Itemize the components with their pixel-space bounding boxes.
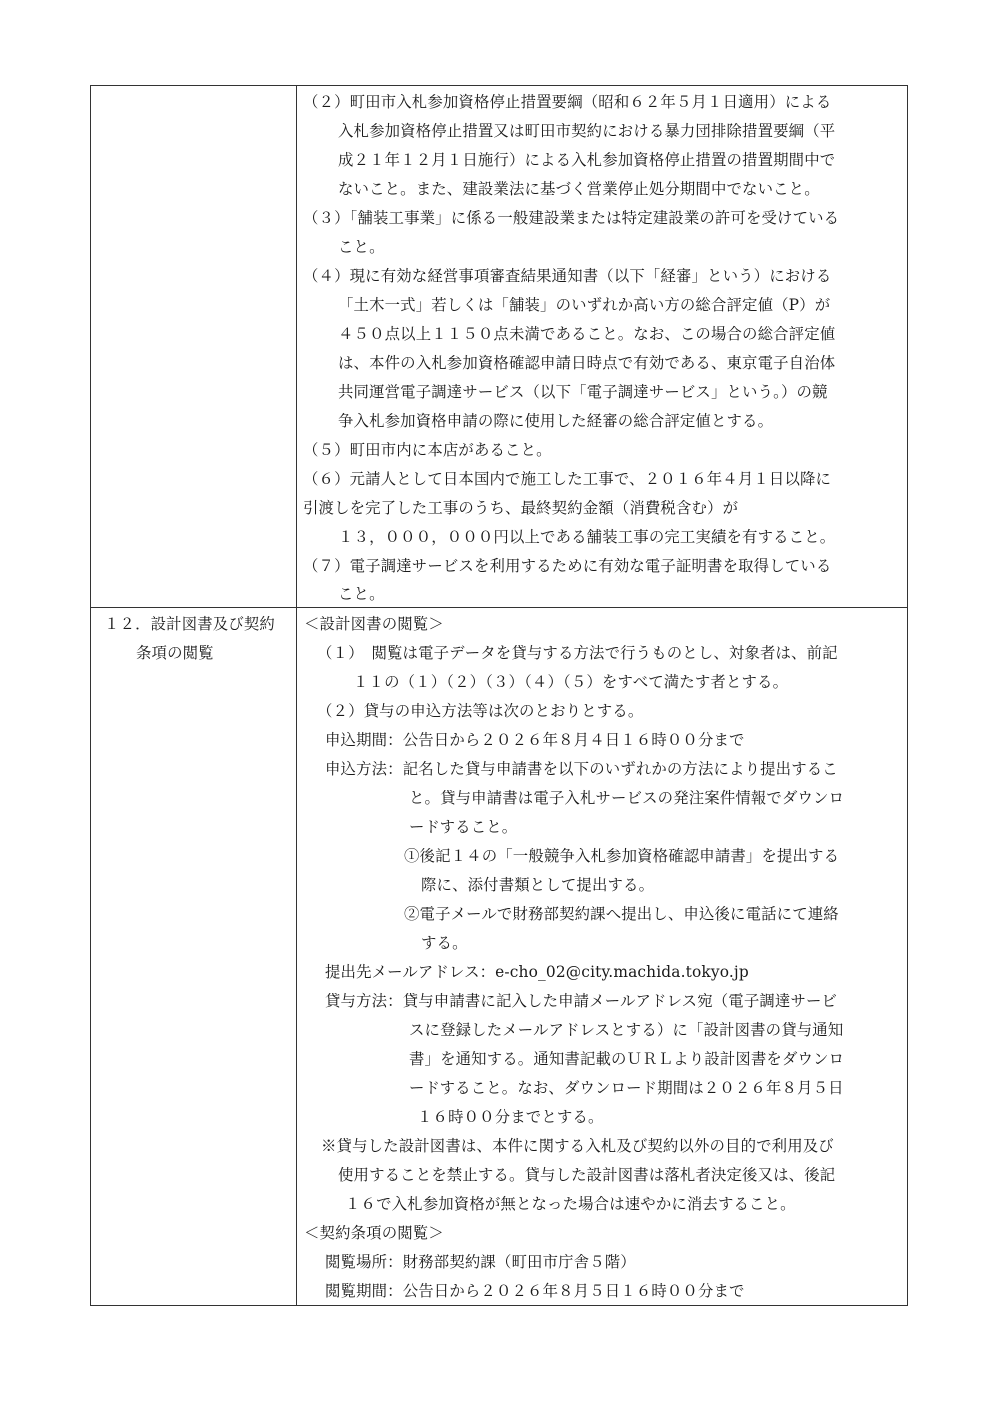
row2-line-16: 書」を通知する。通知書記載のＵＲＬより設計図書をダウンロ [409, 1050, 845, 1068]
row1-line-9: ４５０点以上１１５０点未満であること。なお、この場合の総合評定値 [338, 325, 836, 343]
row2-line-10: 際に、添付書類として提出する。 [421, 876, 655, 894]
row2-line-13: 提出先メールアドレス：e-cho_02@city.machida.tokyo.jp [325, 963, 749, 981]
row1-line-16: １３，０００，０００円以上である舗装工事の完工実績を有すること。 [338, 528, 836, 546]
row1-line-10: は、本件の入札参加資格確認申請日時点で有効である、東京電子自治体 [338, 354, 836, 372]
row2-line-23: 閲覧場所：財務部契約課（町田市庁舎５階） [325, 1253, 636, 1271]
row1-line-12: 争入札参加資格申請の際に使用した経審の総合評定値とする。 [338, 412, 774, 430]
row1-line-13: （５）町田市内に本店があること。 [303, 441, 552, 459]
row1-line-1: （２）町田市入札参加資格停止措置要綱（昭和６２年５月１日適用）による [303, 93, 832, 111]
row1-line-18: こと。 [338, 585, 385, 603]
row2-line-8: ードすること。 [409, 818, 518, 836]
row2-label-line-1: １２．設計図書及び契約 [104, 615, 275, 633]
row1-line-15: 引渡しを完了した工事のうち、最終契約金額（消費税含む）が [303, 499, 739, 517]
row1-line-11: 共同運営電子調達サービス（以下「電子調達サービス」という。）の競 [338, 383, 828, 401]
row1-line-2: 入札参加資格停止措置又は町田市契約における暴力団排除措置要綱（平 [338, 122, 836, 140]
row2-line-6: 申込方法：記名した貸与申請書を以下のいずれかの方法により提出するこ [325, 760, 838, 778]
row1-line-14: （６）元請人として日本国内で施工した工事で、２０１６年４月１日以降に [303, 470, 832, 488]
row2-line-17: ードすること。なお、ダウンロード期間は２０２６年８月５日 [409, 1079, 844, 1097]
row1-line-7: （４）現に有効な経営事項審査結果通知書（以下「経審」という）における [303, 267, 832, 285]
row2-line-18: １６時００分までとする。 [417, 1108, 604, 1126]
row2-line-9: ①後記１４の「一般競争入札参加資格確認申請書」を提出する [404, 847, 840, 865]
row2-line-11: ②電子メールで財務部契約課へ提出し、申込後に電話にて連絡 [404, 905, 839, 923]
row2-line-15: スに登録したメールアドレスとする）に「設計図書の貸与通知 [409, 1021, 844, 1039]
row2-line-14: 貸与方法：貸与申請書に記入した申請メールアドレス宛（電子調達サービ [325, 992, 838, 1010]
row2-label-line-2: 条項の閲覧 [136, 644, 214, 662]
row1-line-17: （７）電子調達サービスを利用するために有効な電子証明書を取得している [303, 557, 832, 575]
row2-line-2: （１） 閲覧は電子データを貸与する方法で行うものとし、対象者は、前記 [317, 644, 838, 662]
row2-line-19: ※貸与した設計図書は、本件に関する入札及び契約以外の目的で利用及び [321, 1137, 834, 1155]
row2-line-22: ＜契約条項の閲覧＞ [304, 1224, 444, 1242]
row1-line-4: ないこと。また、建設業法に基づく営業停止処分期間中でないこと。 [338, 180, 820, 198]
row1-line-6: こと。 [338, 238, 385, 256]
row2-line-21: １６で入札参加資格が無となった場合は速やかに消去すること。 [345, 1195, 796, 1213]
row-divider [91, 607, 907, 608]
row1-line-8: 「土木一式」若しくは「舗装」のいずれか高い方の総合評定値（P）が [338, 296, 831, 314]
row2-line-5: 申込期間：公告日から２０２６年８月４日１６時００分まで [325, 731, 745, 749]
row2-line-3: １１の（１）（２）（３）（４）（５）をすべて満たす者とする。 [353, 673, 789, 691]
row2-line-7: と。貸与申請書は電子入札サービスの発注案件情報でダウンロ [409, 789, 845, 807]
row2-line-4: （２）貸与の申込方法等は次のとおりとする。 [317, 702, 644, 720]
row2-line-12: する。 [421, 934, 468, 952]
row2-line-24: 閲覧期間：公告日から２０２６年８月５日１６時００分まで [325, 1282, 745, 1300]
column-divider [296, 86, 297, 1305]
row2-line-1: ＜設計図書の閲覧＞ [304, 615, 444, 633]
row1-line-5: （３）「舗装工事業」に係る一般建設業または特定建設業の許可を受けている [303, 209, 840, 227]
row1-line-3: 成２１年１２月１日施行）による入札参加資格停止措置の措置期間中で [338, 151, 836, 169]
document-table [90, 85, 908, 1306]
row2-line-20: 使用することを禁止する。貸与した設計図書は落札者決定後又は、後記 [338, 1166, 836, 1184]
